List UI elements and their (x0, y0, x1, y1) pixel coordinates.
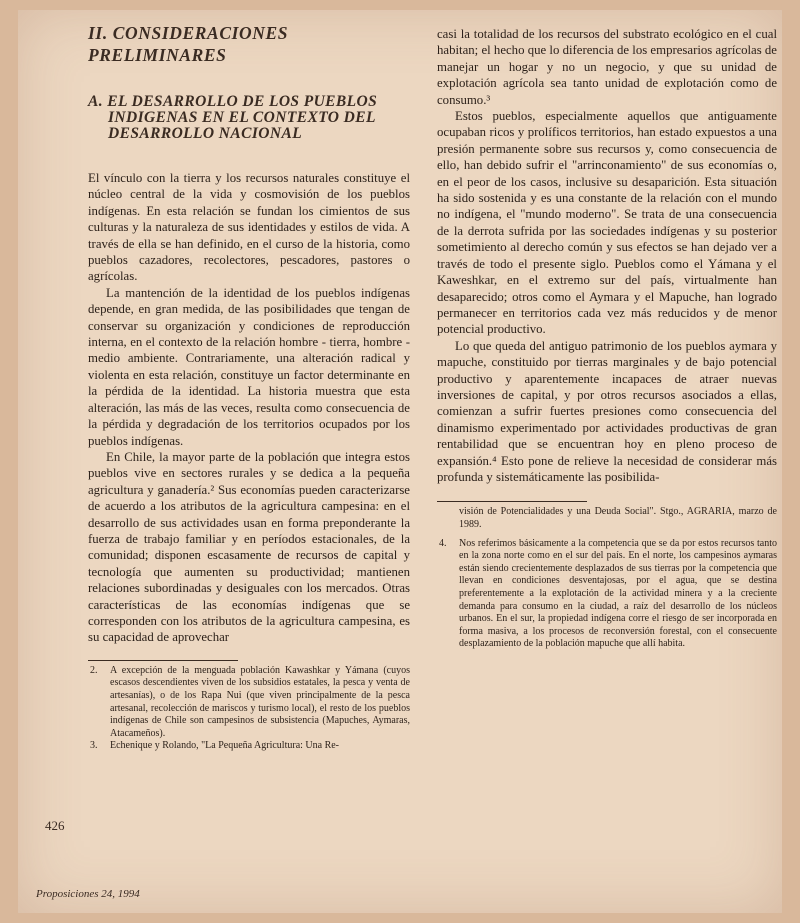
paragraph: Estos pueblos, especialmente aquellos que antiguamente ocupaban ricos y prolíficos territorios, han estado expuestos a una presión permanente sobre sus recursos y, como consecuencia de ello, han debido sufrir el "arrinconamiento" de sus economías o, en el peor de los casos, inclusive su desaparición. Esta situación ha sido sostenida y es una constante de la relación con el mundo no indígena, el "mundo moderno". Se trata de una consecuencia de la derrota sufrida por las sociedades indígenas y su posterior sometimiento al derecho común y sus efectos se han dejado ver a través de todo el presente siglo. Pueblos como el Yámana y el Kaweshkar, en el extremo sur del país, virtualmente han desaparecido; otros como el Aymara y el Mapuche, han logrado permanecer en territorios cada vez más reducidos y de menor potencial productivo. (437, 109, 777, 337)
left-column (88, 22, 410, 753)
paragraph: El vínculo con la tierra y los recursos naturales constituye el núcleo central de la vida y cosmovisión de los pueblos indígenas. En esta relación se fundan los cimientos de sus culturas y la naturaleza de sus identidades y estilos de vida. A través de ella se han definido, en el curso de la historia, como pueblos cazadores, recolectores, pescadores, pastores o agrícolas. (88, 171, 410, 284)
footnote-text: visión de Potencialidades y una Deuda Social". Stgo., AGRARIA, marzo de 1989. (459, 506, 777, 530)
footnote-number: 3. (90, 740, 98, 752)
journal-footer: Proposiciones 24, 1994 (36, 888, 140, 900)
footnote (88, 740, 410, 753)
paragraph: En Chile, la mayor parte de la población que integra estos pueblos vive en sectores rurales y se dedica a la pequeña agricultura y ganadería.² Sus economías pueden caracterizarse de acuerdo a los atributos de la agricultura campesina: en el desarrollo de sus actividades usan en forma preponderante la fuerza de trabajo familiar y en períodos estacionales, de la comunidad; disponen escasamente de recursos de capital y tecnología que aumenten su productividad; mantienen relaciones subordinadas y desiguales con los mercados. Otras características de las economías indígenas que se corresponden con los atributos de la agricultura campesina, es su capacidad de aprovechar (88, 449, 410, 645)
section-heading: II. CONSIDERACIONES PRELIMINARES (88, 23, 289, 65)
footnote (437, 538, 777, 651)
footnote-text: Echenique y Rolando, "La Pequeña Agricultura: Una Re- (110, 740, 340, 752)
document-page (18, 10, 782, 913)
right-column (437, 26, 777, 651)
paragraph: casi la totalidad de los recursos del substrato ecológico en el cual habitan; el hecho que lo diferencia de los empresarios agrícolas de manejar un hogar y no un negocio, y que su unidad de explotación agrícola sea tanto unidad de explotación como de consumo.³ (437, 27, 777, 107)
footnote-text: A excepción de la menguada población Kawashkar y Yámana (cuyos escasos descendientes viven de los subsidios estatales, la pesca y venta de artesanías), o de los Rapa Nui (que viven principalmente de la pesca artesanal, recolección de mariscos y turismo local), el resto de los pueblos indígenas de Chile son campesinos de subsistencia (Mapuches, Aymaras, Atacameños). (110, 664, 410, 739)
page-number: 426 (45, 818, 65, 833)
footnote (437, 506, 777, 531)
footnote-text: Nos referimos básicamente a la competencia que se da por estos recursos tanto en la zona norte como en el sur del país. En el norte, los campesinos aymaras están siendo crecientemente desplazados de sus tierras por la competencia que llevan en condiciones desventajosas, por el agua, que se destina preferentemente a la explotación de la actividad minera y a la creciente demanda para consumo en la ciudad, a raíz del desarrollo de los núcleos urbanos. En el sur, la propiedad indígena corre el riesgo de ser incorporada en forma masiva, a los procesos de reconversión forestal, con el consecuente desplazamiento de la población mapuche que allí habita. (459, 537, 777, 650)
footnote-number: 2. (90, 664, 98, 676)
subsection-heading: A. EL DESARROLLO DE LOS PUEBLOS INDIGENAS EN EL CONTEXTO DEL DESARROLLO NACIONAL (88, 93, 378, 142)
footnote-divider (88, 660, 238, 661)
footnote (88, 665, 410, 741)
paragraph: La mantención de la identidad de los pueblos indígenas depende, en gran medida, de las posibilidades que tengan de conservar su organización y condiciones de reproducción interna, en el contexto de la relación hombre - tierra, hombre - medio ambiente. Contrariamente, una alteración radical y violenta en esta relación, constituye un factor determinante en la pérdida de la identidad. La historia muestra que esta alteración, las más de las veces, resulta como consecuencia de la pérdida y degradación de los territorios ocupados por los pueblos indígenas. (88, 285, 410, 448)
footnote-number: 4. (439, 537, 447, 549)
footnote-divider (437, 501, 587, 502)
paragraph: Lo que queda del antiguo patrimonio de los pueblos aymara y mapuche, constituido por tierras marginales y de bajo potencial productivo y aparentemente incapaces de atraer nuevas inversiones de capital, y por otros recursos asociados a ellas, comienzan a sufrir fuertes presiones como consecuencia del dinamismo experimentado por actividades productivas de gran rentabilidad que se encuentran hoy en pleno proceso de expansión.⁴ Esto pone de relieve la necesidad de considerar más profunda y sistemáticamente las posibilida- (437, 338, 777, 484)
